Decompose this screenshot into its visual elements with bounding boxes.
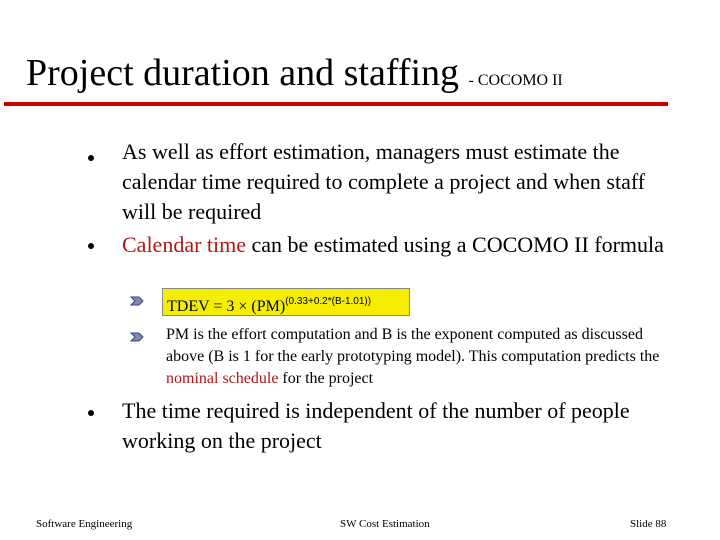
formula-exponent: (0.33+0.2*(B-1.01)) bbox=[285, 296, 372, 307]
bullet-item-calendar-time bbox=[122, 230, 682, 260]
diamond-bullet-icon bbox=[130, 294, 144, 308]
diamond-bullet-icon bbox=[130, 330, 144, 344]
explanation-part: for the project bbox=[278, 370, 374, 387]
slide-title bbox=[26, 50, 563, 104]
bullet-icon bbox=[88, 155, 94, 161]
formula-highlight-box bbox=[162, 288, 410, 316]
title-underline bbox=[4, 102, 668, 106]
footer-center: SW Cost Estimation bbox=[340, 518, 430, 530]
bullet-item-time-required bbox=[122, 396, 702, 456]
formula-text: TDEV = 3 × (PM) bbox=[167, 298, 286, 315]
bullet-text: As well as effort estimation, managers must estimate the calendar time required to complete a project and when staff will be required bbox=[122, 139, 646, 224]
footer-left: Software Engineering bbox=[36, 518, 133, 530]
explanation-text bbox=[166, 324, 666, 390]
calendar-time-highlight: Calendar time bbox=[122, 232, 247, 257]
title-text: Project duration and staffing bbox=[26, 52, 460, 94]
footer-slide-number: Slide 88 bbox=[630, 518, 667, 530]
bullet-icon bbox=[88, 410, 94, 416]
bullet-text: The time required is independent of the number of people working on the project bbox=[122, 398, 630, 453]
explanation-part: PM is the effort computation and B is the exponent computed as discussed above (B is 1 for the early prototyping model). This computation predicts the bbox=[166, 326, 660, 365]
nominal-schedule-highlight: nominal schedule bbox=[166, 370, 279, 387]
bullet-item-effort bbox=[122, 137, 682, 227]
bullet-icon bbox=[88, 243, 94, 249]
bullet-text: can be estimated using a COCOMO II formula bbox=[246, 232, 664, 257]
title-suffix: - COCOMO II bbox=[468, 72, 563, 89]
